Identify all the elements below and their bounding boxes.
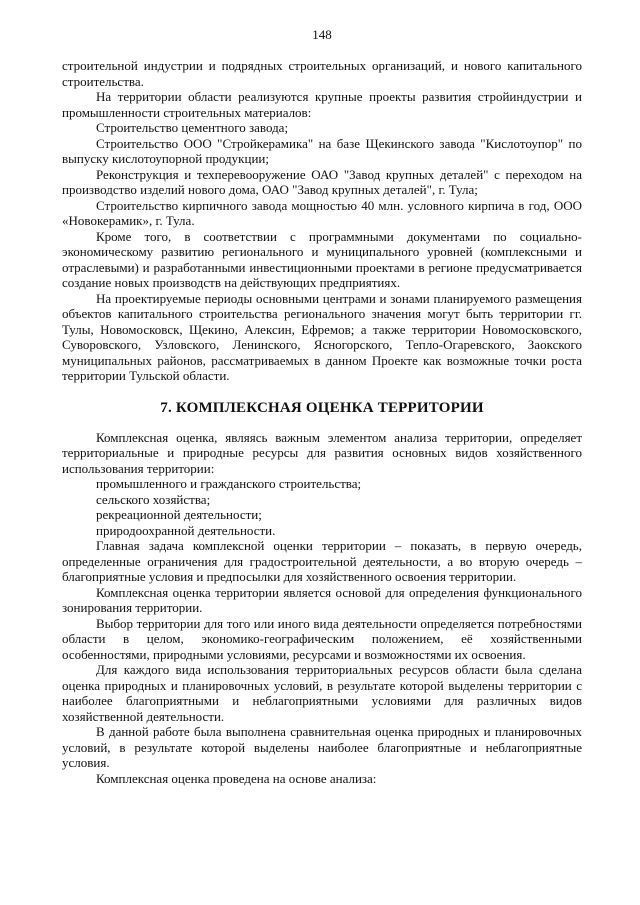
paragraph: Реконструкция и техперевооружение ОАО "Завод крупных деталей" с переходом на производство изделий нового дома, ОАО "Завод крупных деталей", г. Тула; <box>62 166 582 197</box>
section-intro: Комплексная оценка, являясь важным элементом анализа территории, определяет территориальные и природные ресурсы для развития основных видов хозяйственного использования территории: <box>62 429 582 476</box>
list-item: природоохранной деятельности. <box>96 522 276 538</box>
paragraph: В данной работе была выполнена сравнительная оценка природных и планировочных условий, в результате которой выделены наиболее благоприятные и неблагоприятные условия. <box>62 724 582 770</box>
section-heading: 7. КОМПЛЕКСНАЯ ОЦЕНКА ТЕРРИТОРИИ <box>160 399 484 416</box>
top-paragraphs <box>62 58 582 384</box>
paragraph: На проектируемые периоды основными центрами и зонами планируемого размещения объектов капитального строительства регионального значения могут быть территории гг. Тулы, Новомосковск, Щекино, Алексин, Ефремов; а также территории Новомосковского, Суворовского, Узловского, Ленинского, Ясногорского, Тепло-Огаревского, Заокского муниципальных районов, рассматриваемых в данном Проекте как возможные точки роста территории Тульской области. <box>62 290 582 383</box>
paragraph: На территории области реализуются крупные проекты развития стройиндустрии и промышленности строительных материалов: <box>62 89 582 120</box>
usage-list <box>62 476 582 538</box>
paragraph: Выбор территории для того или иного вида деятельности определяется потребностями области в целом, экономико-географическим положением, её хозяйственными особенностями, природными условиями, ресурсами и возможностями их освоения. <box>62 615 582 662</box>
bottom-paragraphs <box>62 538 582 786</box>
page-number: 148 <box>312 27 332 42</box>
paragraph: Комплексная оценка территории является основой для определения функционального зонирования территории. <box>62 584 582 615</box>
paragraph: Строительство ООО "Стройкерамика" на базе Щекинского завода "Кислотоупор" по выпуску кислотоупорной продукции; <box>62 135 582 166</box>
paragraph: Строительство цементного завода; <box>96 120 289 135</box>
paragraph: Главная задача комплексной оценки территории – показать, в первую очередь, определенные ограничения для градостроительной деятельности, а во вторую очередь – благоприятные условия и предпосылки для хозяйственного освоения территории. <box>62 538 582 584</box>
paragraph: Строительство кирпичного завода мощностью 40 млн. условного кирпича в год, ООО «Новокерамик», г. Тула. <box>62 197 582 228</box>
list-item: рекреационной деятельности; <box>96 507 262 522</box>
paragraph: Кроме того, в соответствии с программными документами по социально-экономическому развитию регионального и муниципального уровней (комплексными и отраслевыми) и разработанными инвестиционными проектами в регионе предусматривается создание новых производств на действующих предприятиях. <box>62 228 582 290</box>
list-item: сельского хозяйства; <box>96 491 211 507</box>
paragraph: Комплексная оценка проведена на основе анализа: <box>96 770 377 786</box>
paragraph: строительной индустрии и подрядных строительных организаций, и нового капитального строительства. <box>62 58 582 89</box>
list-item: промышленного и гражданского строительства; <box>96 476 362 491</box>
paragraph: Для каждого вида использования территориальных ресурсов области была сделана оценка природных и планировочных условий, в результате которой выделены территории с наиболее благоприятными и неблагоприятными условиями для различных видов хозяйственной деятельности. <box>62 662 582 724</box>
